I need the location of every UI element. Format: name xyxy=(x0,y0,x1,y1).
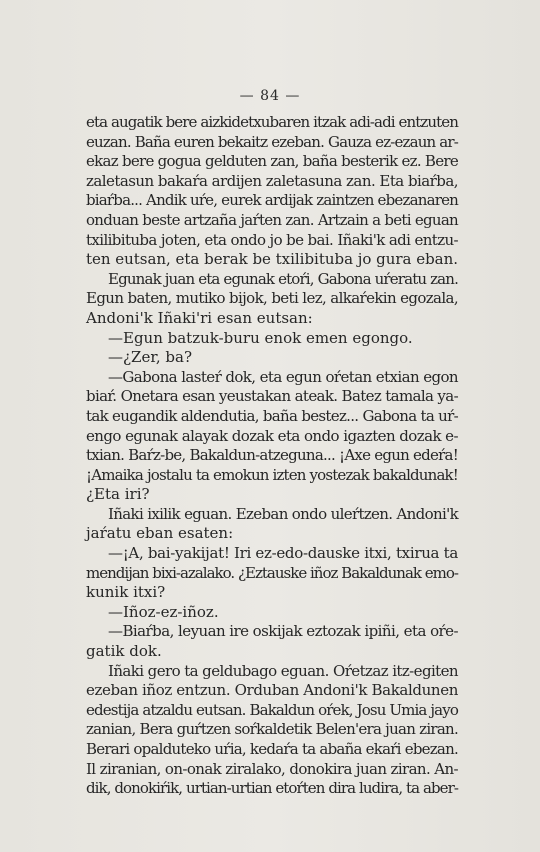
text-line: —Gabona lasteŕ dok, eta egun oŕetan etxian egon xyxy=(108,367,458,386)
text-line: mendijan bixi-azalako. ¿Eztauske iñoz Bakaldunak emo- xyxy=(86,563,458,582)
text-line: —¡A, bai-yakijat! Iri ez-edo-dauske itxi, txirua ta xyxy=(108,544,458,563)
text-line: ezeban iñoz entzun. Orduban Andoni'k Bakaldunen xyxy=(86,681,458,700)
text-line: ¿Eta iri? xyxy=(86,485,150,504)
text-line: txian. Baŕz-be, Bakaldun-atzeguna... ¡Axe egun edeŕa! xyxy=(86,446,458,465)
text-line: eta augatik bere aizkidetxubaren itzak adi-adi entzuten xyxy=(86,113,458,131)
text-line: Il ziranian, on-onak ziralako, donokira juan ziran. An- xyxy=(86,759,458,778)
text-line: Berari opalduteko uŕia, kedaŕa ta abaña ekaŕi ebezan. xyxy=(86,740,458,758)
text-line: —Egun batzuk-buru enok emen egongo. xyxy=(108,328,413,347)
text-line: ekaz bere gogua gelduten zan, baña besterik ez. Bere xyxy=(86,152,458,171)
text-line: —Biaŕba, leyuan ire oskijak eztozak ipiñi, eta oŕe- xyxy=(108,622,458,641)
text-line: onduan beste artzaña jaŕten zan. Artzain a beti eguan xyxy=(86,210,458,229)
text-line: tak eugandik aldendutia, baña bestez... Gabona ta uŕ- xyxy=(86,406,458,425)
body-text xyxy=(86,113,458,799)
text-line: ten eutsan, eta berak be txilibituba jo gura eban. xyxy=(86,250,458,269)
text-line: —¿Zer, ba? xyxy=(108,348,192,367)
text-line: edestija atzaldu eutsan. Bakaldun oŕek, Josu Umia jayo xyxy=(86,700,458,719)
text-line: zanian, Bera guŕtzen soŕkaldetik Belen'era juan ziran. xyxy=(86,720,458,739)
text-line: Iñaki gero ta geldubago eguan. Oŕetzaz itz-egiten xyxy=(108,661,458,680)
text-line: biaŕ. Onetara esan yeustakan ateak. Batez tamala ya- xyxy=(86,387,458,406)
text-line: Egun baten, mutiko bijok, beti lez, alkaŕekin egozala, xyxy=(86,289,458,308)
text-line: —Iñoz-ez-iñoz. xyxy=(108,602,219,621)
text-line: jaŕatu eban esaten: xyxy=(86,524,234,543)
text-line: txilibituba joten, eta ondo jo be bai. Iñaki'k adi entzu- xyxy=(86,230,458,249)
text-line: Iñaki ixilik eguan. Ezeban ondo uleŕtzen. Andoni'k xyxy=(108,504,458,523)
text-line: gatik dok. xyxy=(86,642,162,661)
text-line: Andoni'k Iñaki'ri esan eutsan: xyxy=(86,308,313,327)
text-line: Egunak juan eta egunak etoŕi, Gabona uŕeratu zan. xyxy=(108,269,458,288)
text-line: kunik itxi? xyxy=(86,583,166,602)
text-line: biaŕba... Andik uŕe, eurek ardijak zaintzen ebezanaren xyxy=(86,191,458,210)
text-line: dik, donokiŕik, urtian-urtian etoŕten dira ludira, ta aber- xyxy=(86,779,458,798)
text-line: engo egunak alayak dozak eta ondo igazten dozak e- xyxy=(86,426,458,445)
text-line: ¡Amaika jostalu ta emokun izten yostezak bakaldunak! xyxy=(86,465,458,484)
text-line: euzan. Baña euren bekaitz ezeban. Gauza ez-ezaun ar- xyxy=(86,132,458,151)
text-line: zaletasun bakaŕa ardijen zaletasuna zan. Eta biaŕba, xyxy=(86,171,458,190)
page-number: — 84 — xyxy=(239,88,301,104)
